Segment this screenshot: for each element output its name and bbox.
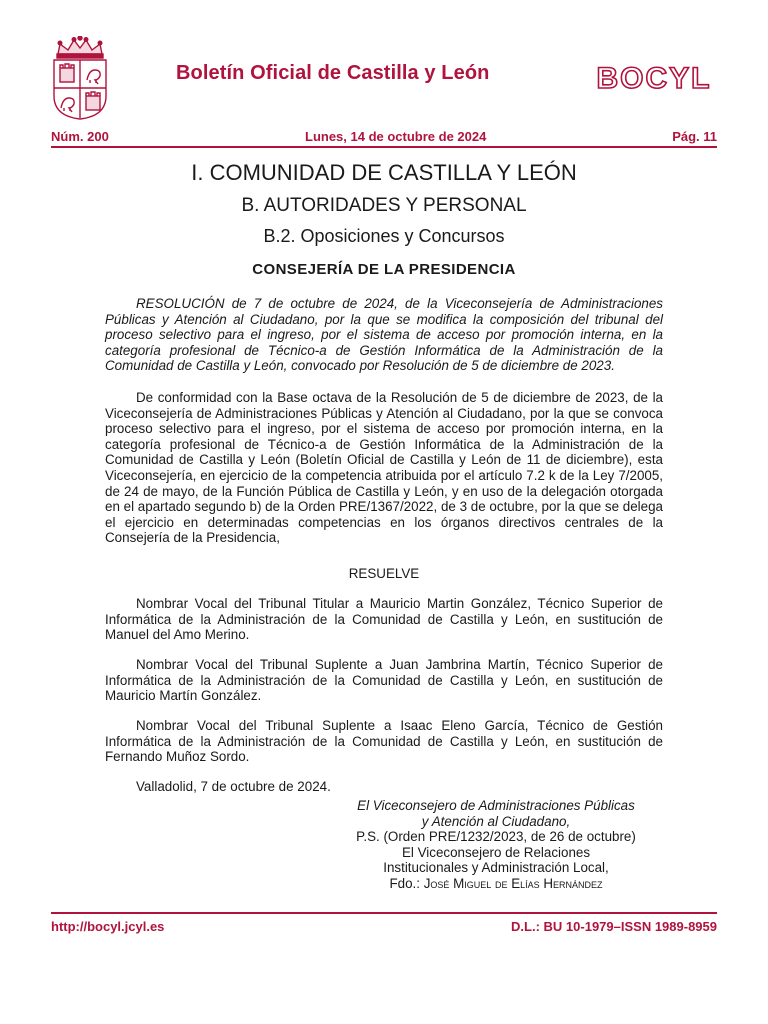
page-footer [51, 912, 717, 936]
bulletin-url-link[interactable]: http://bocyl.jcyl.es [51, 919, 165, 934]
bocyl-logo-text: BOCYL [596, 62, 712, 94]
resolution-title: RESOLUCIÓN de 7 de octubre de 2024, de la Viceconsejería de Administraciones Públicas y Atención al Ciudadano, por la que se modifica la composición del tribunal del proceso selectivo para el ingreso, por el sistema de acceso por promoción interna, en la categoría profesional de Técnico-a de Gestión Informática de la Administración de la Comunidad de Castilla y León, convocado por Resolución de 5 de diciembre de 2023. [105, 296, 663, 374]
preamble-paragraph: De conformidad con la Base octava de la Resolución de 5 de diciembre de 2023, de la Viceconsejería de Administraciones Públicas y Atención al Ciudadano, por la que se convoca proceso selectivo para el ingreso, por el sistema de acceso por promoción interna, en la categoría profesional de Técnico-a de Gestión Informática de la Administración de la Comunidad de Castilla y León (Boletín Oficial de Castilla y León de 11 de diciembre), esta Viceconsejería, en ejercicio de la competencia atribuida por el artículo 7.2 k de la Ley 7/2005, de 24 de mayo, de la Función Pública de Castilla y León, y en uso de la delegación otorgada en el apartado segundo b) de la Orden PRE/1367/2022, de 3 de octubre, por la que se delega el ejercicio en determinadas competencias en los órganos directivos centrales de la Consejería de la Presidencia, [105, 390, 663, 546]
section-heading-level1: I. COMUNIDAD DE CASTILLA Y LEÓN [191, 160, 577, 185]
signed-prefix: Fdo.: [389, 875, 424, 891]
resolves-heading: RESUELVE [348, 566, 420, 581]
signatory-office-line2: Institucionales y Administración Local, [383, 860, 609, 876]
page-header [0, 0, 768, 125]
signed-by-line [288, 876, 704, 892]
bulletin-date: Lunes, 14 de octubre de 2024 [305, 129, 487, 144]
place-and-date: Valladolid, 7 de octubre de 2024. [136, 779, 331, 794]
appointment-paragraph-2: Nombrar Vocal del Tribunal Suplente a Juan Jambrina Martín, Técnico Superior de Informática de la Administración de la Comunidad de Castilla y León, en sustitución de Mauricio Martín González. [105, 657, 663, 704]
department-heading: CONSEJERÍA DE LA PRESIDENCIA [252, 261, 516, 278]
section-heading-level2: B. AUTORIDADES Y PERSONAL [241, 195, 527, 216]
appointment-paragraph-3: Nombrar Vocal del Tribunal Suplente a Isaac Eleno García, Técnico de Gestión Informática de la Administración de la Comunidad de Castilla y León, en sustitución de Fernando Muñoz Sordo. [105, 718, 663, 765]
castilla-leon-coat-of-arms-icon [50, 36, 110, 120]
legal-deposit-issn: D.L.: BU 10-1979–ISSN 1989-8959 [511, 919, 717, 934]
signatory-office-line1: El Viceconsejero de Relaciones [401, 844, 591, 860]
delegation-order-line: P.S. (Orden PRE/1232/2023, de 26 de octubre) [356, 829, 636, 845]
signatory-name: José Miguel de Elías Hernández [423, 875, 603, 891]
bulletin-number: Núm. 200 [51, 129, 109, 144]
bocyl-logo [590, 60, 718, 94]
bulletin-meta-row [51, 128, 717, 148]
signatory-title-line1: El Viceconsejero de Administraciones Públicas [357, 798, 635, 813]
signatory-title-line2: y Atención al Ciudadano, [421, 813, 571, 829]
bulletin-title: Boletín Oficial de Castilla y León [176, 62, 490, 84]
section-heading-level3: B.2. Oposiciones y Concursos [263, 226, 505, 246]
signature-block [288, 798, 704, 892]
page-number: Pág. 11 [672, 129, 717, 144]
appointment-paragraph-1: Nombrar Vocal del Tribunal Titular a Mauricio Martin González, Técnico Superior de Informática de la Administración de la Comunidad de Castilla y León, en sustitución de Manuel del Amo Merino. [105, 596, 663, 643]
